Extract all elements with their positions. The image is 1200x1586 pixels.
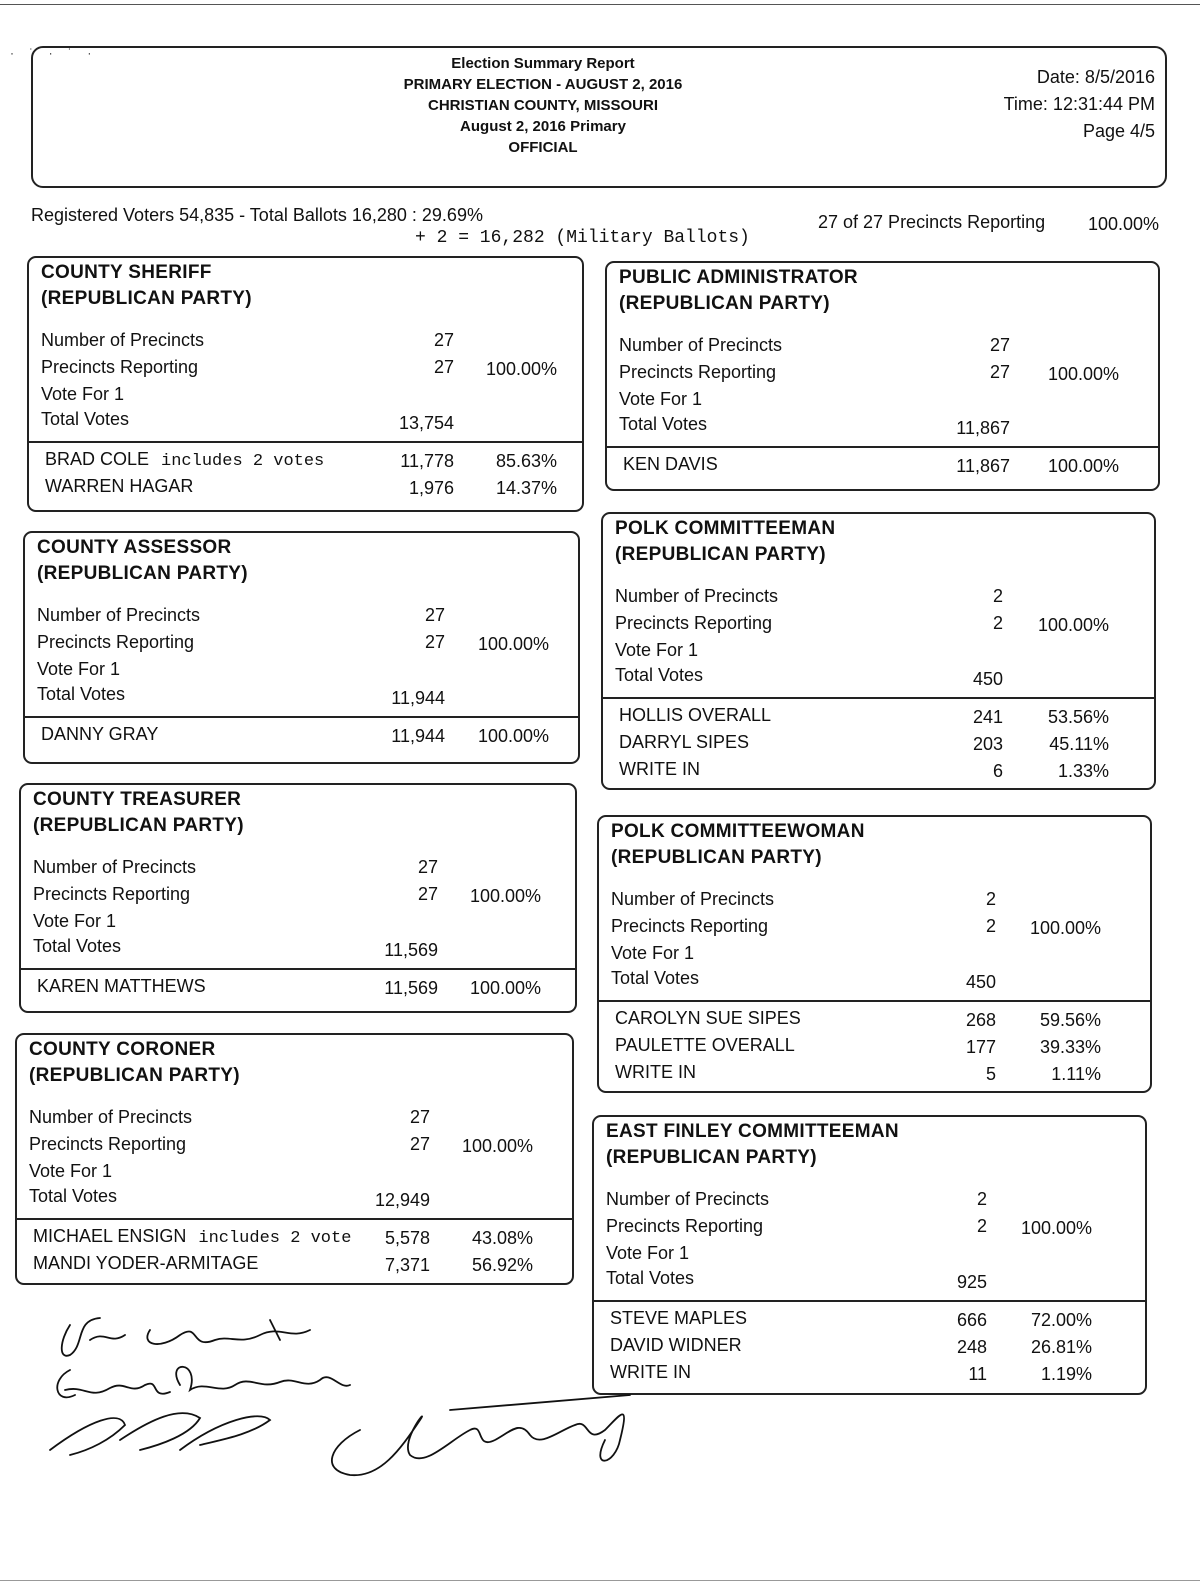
candidate-votes: 203 [972,734,1003,754]
candidate-votes: 11,867 [956,456,1010,476]
candidate-votes: 11,778 [400,451,454,471]
precincts-reporting-value: 2 [992,613,1003,633]
candidate-name: BRAD COLE includes 2 votes [45,449,325,471]
total-votes-label: Total Votes [606,1268,695,1288]
candidate-name: DARRYL SIPES [619,732,750,752]
race-public-administrator [605,261,1160,491]
candidate-percent: 85.63% [495,451,557,471]
candidate-percent: 43.08% [471,1228,533,1248]
results-divider [17,1218,572,1220]
candidate-votes: 1,976 [408,478,454,498]
candidate-percent: 53.56% [1047,707,1109,727]
precincts-reporting-percent: 100.00% [1088,214,1160,234]
results-divider [29,441,582,443]
report-date: Date: 8/5/2016 [1036,67,1155,87]
vote-for-label: Vote For 1 [33,911,117,931]
precincts-reporting-label: Precincts Reporting [615,613,773,633]
total-votes-value: 11,867 [956,418,1010,438]
precincts-reporting-value: 27 [433,357,454,377]
race-party: (REPUBLICAN PARTY) [29,1065,240,1086]
race-county-coroner [15,1033,574,1285]
race-party: (REPUBLICAN PARTY) [606,1147,817,1168]
race-title: POLK COMMITTEEMAN [615,518,836,539]
num-precincts-value: 27 [433,330,454,350]
candidate-percent: 26.81% [1030,1337,1092,1357]
precincts-reporting-percent: 100.00% [485,359,557,379]
candidate-name: MANDI YODER-ARMITAGE [33,1253,259,1273]
race-party: (REPUBLICAN PARTY) [615,544,826,565]
candidate-votes: 248 [956,1337,987,1357]
candidate-name: WRITE IN [610,1362,691,1382]
candidate-votes: 11 [968,1364,987,1384]
candidate-name: CAROLYN SUE SIPES [615,1008,801,1028]
candidate-name: DAVID WIDNER [610,1335,742,1355]
official-label: OFFICIAL [508,139,578,156]
total-votes-value: 11,944 [391,688,445,708]
race-polk-committeewoman [597,815,1152,1093]
candidate-votes: 6 [992,761,1003,781]
candidate-percent: 72.00% [1030,1310,1092,1330]
results-divider [607,446,1158,448]
total-votes-label: Total Votes [37,684,126,704]
precincts-reporting-percent: 100.00% [1029,918,1101,938]
total-votes-label: Total Votes [615,665,704,685]
candidate-votes: 11,944 [391,726,445,746]
num-precincts-label: Number of Precincts [33,857,197,877]
num-precincts-value: 27 [409,1107,430,1127]
election-name: PRIMARY ELECTION - AUGUST 2, 2016 [403,76,683,93]
top-rule [0,4,1200,5]
num-precincts-value: 27 [989,335,1010,355]
precincts-reporting-percent: 100.00% [1047,364,1119,384]
precincts-reporting-label: Precincts Reporting [29,1134,187,1154]
candidate-name: KEN DAVIS [623,454,718,474]
candidate-name: WRITE IN [619,759,700,779]
total-votes-value: 925 [956,1272,987,1292]
candidate-percent: 59.56% [1039,1010,1101,1030]
race-party: (REPUBLICAN PARTY) [37,563,248,584]
precincts-reporting-label: Precincts Reporting [606,1216,764,1236]
bottom-rule [0,1580,1200,1581]
num-precincts-label: Number of Precincts [619,335,783,355]
candidate-name: MICHAEL ENSIGN includes 2 vote [33,1226,352,1248]
race-county-assessor [23,531,580,764]
race-east-finley-committeeman [592,1115,1147,1395]
precincts-reporting-label: Precincts Reporting [37,632,195,652]
precincts-reporting-value: 2 [985,916,996,936]
results-divider [594,1300,1145,1302]
num-precincts-label: Number of Precincts [41,330,205,350]
total-votes-label: Total Votes [41,409,130,429]
race-county-treasurer [19,783,577,1013]
page-number: Page 4/5 [1082,121,1155,141]
race-title: COUNTY SHERIFF [41,262,212,283]
total-votes-label: Total Votes [611,968,700,988]
candidate-percent: 1.19% [1040,1364,1092,1384]
candidate-name: KAREN MATTHEWS [37,976,206,996]
signatures [30,1300,670,1500]
candidate-percent: 1.33% [1057,761,1109,781]
candidate-votes: 7,371 [384,1255,430,1275]
candidate-votes: 666 [956,1310,987,1330]
total-votes-label: Total Votes [619,414,708,434]
race-party: (REPUBLICAN PARTY) [33,815,244,836]
num-precincts-label: Number of Precincts [606,1189,770,1209]
candidate-percent: 45.11% [1049,734,1109,754]
candidate-votes: 268 [965,1010,996,1030]
race-polk-committeeman [601,512,1156,790]
vote-for-label: Vote For 1 [611,943,695,963]
report-header [31,46,1167,188]
race-title: COUNTY TREASURER [33,789,242,810]
num-precincts-label: Number of Precincts [615,586,779,606]
precincts-reporting-percent: 100.00% [1020,1218,1092,1238]
precincts-reporting-label: Precincts Reporting [33,884,191,904]
candidate-percent: 100.00% [469,978,541,998]
race-title: COUNTY ASSESSOR [37,537,232,558]
candidate-note: includes 2 votes [161,452,325,471]
precincts-reporting-value: 27 [989,362,1010,382]
scan-specks: · ˙ · ˙ · [10,46,98,60]
total-votes-value: 450 [965,972,996,992]
report-time: Time: 12:31:44 PM [1003,94,1155,114]
candidate-name: HOLLIS OVERALL [619,705,772,725]
candidate-name: WARREN HAGAR [45,476,194,496]
vote-for-label: Vote For 1 [41,384,125,404]
vote-for-label: Vote For 1 [619,389,703,409]
candidate-votes: 5,578 [384,1228,430,1248]
vote-for-label: Vote For 1 [37,659,121,679]
candidate-votes: 177 [965,1037,996,1057]
precincts-reporting-label: Precincts Reporting [611,916,769,936]
race-party: (REPUBLICAN PARTY) [41,288,252,309]
results-divider [25,716,578,718]
registered-voters: Registered Voters 54,835 - Total Ballots 16,280 : 29.69% [31,205,483,225]
candidate-percent: 1.11% [1051,1064,1101,1084]
candidate-percent: 14.37% [495,478,557,498]
num-precincts-value: 27 [424,605,445,625]
precincts-reporting-value: 27 [424,632,445,652]
precincts-reporting-value: 2 [976,1216,987,1236]
candidate-percent: 56.92% [471,1255,533,1275]
candidate-votes: 5 [985,1064,996,1084]
num-precincts-label: Number of Precincts [611,889,775,909]
results-divider [21,968,575,970]
num-precincts-label: Number of Precincts [29,1107,193,1127]
total-votes-value: 12,949 [374,1190,430,1210]
num-precincts-label: Number of Precincts [37,605,201,625]
candidate-name: DANNY GRAY [41,724,159,744]
total-votes-label: Total Votes [29,1186,118,1206]
race-county-sheriff [27,256,584,512]
candidate-percent: 100.00% [1047,456,1119,476]
precincts-reporting-value: 27 [409,1134,430,1154]
race-party: (REPUBLICAN PARTY) [611,847,822,868]
candidate-name: STEVE MAPLES [610,1308,748,1328]
header-meta [1004,64,1155,145]
total-votes-value: 13,754 [398,413,454,433]
header-title-block [333,53,753,158]
race-title: PUBLIC ADMINISTRATOR [619,267,858,288]
precincts-reporting-value: 27 [417,884,438,904]
primary-name: August 2, 2016 Primary [460,118,626,135]
precincts-reporting-label: Precincts Reporting [41,357,199,377]
vote-for-label: Vote For 1 [606,1243,690,1263]
total-votes-value: 450 [972,669,1003,689]
precincts-reporting-percent: 100.00% [469,886,541,906]
race-title: EAST FINLEY COMMITTEEMAN [606,1121,899,1142]
precincts-reporting-summary: 27 of 27 Precincts Reporting [818,212,1046,232]
race-title: POLK COMMITTEEWOMAN [611,821,865,842]
num-precincts-value: 2 [992,586,1003,606]
candidate-note: includes 2 vote [198,1229,352,1248]
precincts-reporting-label: Precincts Reporting [619,362,777,382]
military-ballots-note: + 2 = 16,282 (Military Ballots) [415,228,750,248]
results-divider [603,697,1154,699]
race-party: (REPUBLICAN PARTY) [619,293,830,314]
precincts-reporting-percent: 100.00% [461,1136,533,1156]
precincts-reporting-percent: 100.00% [477,634,549,654]
num-precincts-value: 2 [976,1189,987,1209]
total-votes-value: 11,569 [384,940,438,960]
candidate-votes: 241 [972,707,1003,727]
num-precincts-value: 2 [985,889,996,909]
num-precincts-value: 27 [417,857,438,877]
candidate-name: WRITE IN [615,1062,696,1082]
candidate-percent: 39.33% [1039,1037,1101,1057]
candidate-votes: 11,569 [384,978,438,998]
vote-for-label: Vote For 1 [29,1161,113,1181]
county-name: CHRISTIAN COUNTY, MISSOURI [427,97,658,114]
vote-for-label: Vote For 1 [615,640,699,660]
race-title: COUNTY CORONER [29,1039,216,1060]
report-title: Election Summary Report [451,55,635,72]
total-votes-label: Total Votes [33,936,122,956]
precincts-reporting-percent: 100.00% [1037,615,1109,635]
results-divider [599,1000,1150,1002]
candidate-percent: 100.00% [477,726,549,746]
candidate-name: PAULETTE OVERALL [615,1035,795,1055]
